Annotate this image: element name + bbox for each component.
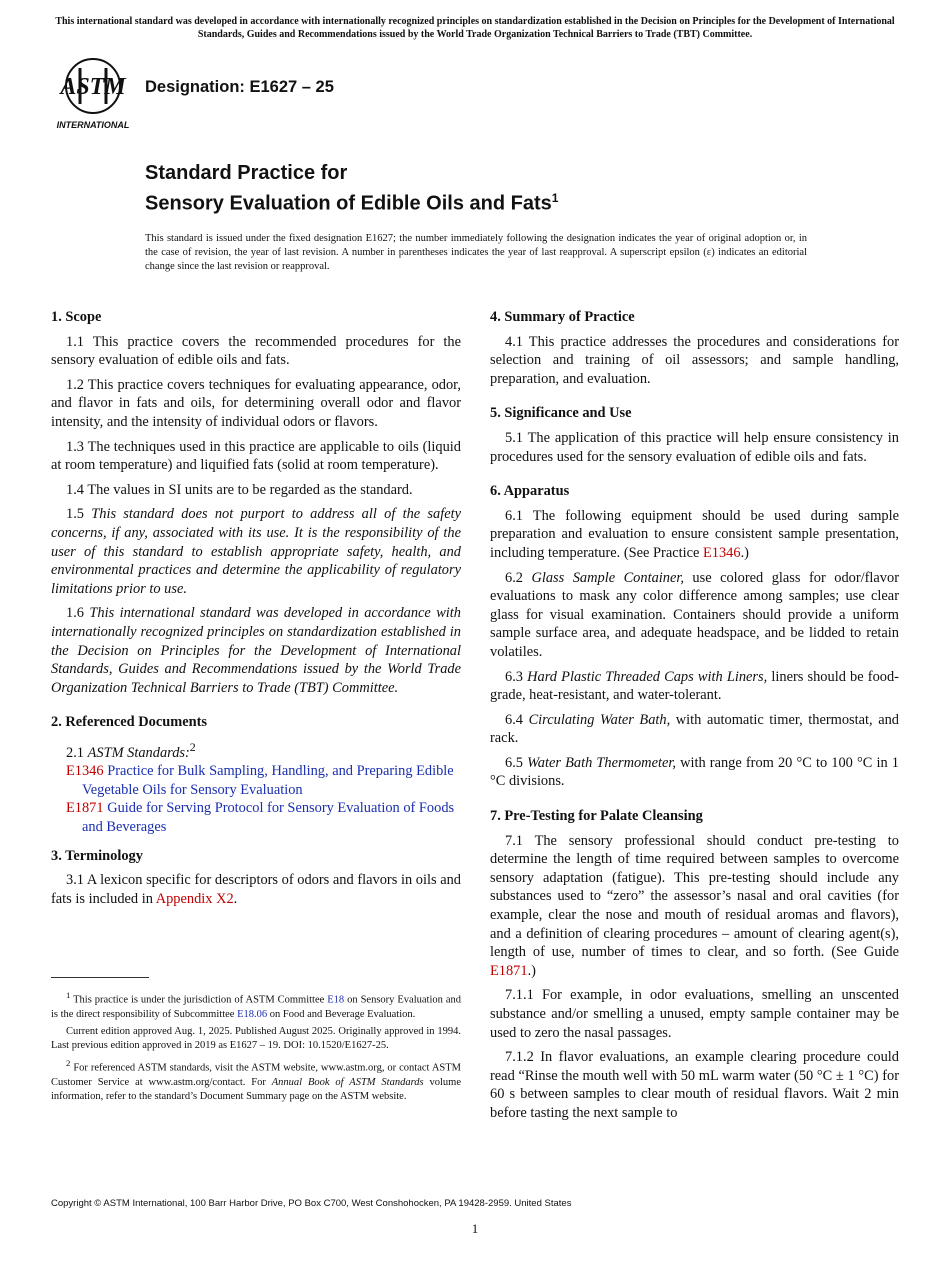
footnote-approval: Current edition approved Aug. 1, 2025. Published August 2025. Originally approved in 1994. Last previous edition approved in 2019 as E1627 – 19. DOI: 10.1520/E1627-25. — [51, 1025, 461, 1052]
para-7-1: 7.1 The sensory professional should conduct pre-testing to determine the length of time required between samples to overcome sensory adaptation (fatigue). This pre-testing should include any substances used to “zero” the assessor’s nasal and oral cavities (for example, clear the nose and mouth of residual aromas and flavors), and a definition of clearing procedures – amount of clearing agent(s), length of use, number of times to clear, and so forth. (See Guide E1871.) — [490, 832, 899, 979]
footnote-divider — [51, 977, 149, 978]
title-line-2: Sensory Evaluation of Edible Oils and Fats$^1$ — [145, 191, 559, 215]
para-4-1: 4.1 This practice addresses the procedures and considerations for selection and training of oil assessors; and sample handling, preparation, and evaluation. — [490, 333, 899, 387]
footnote-1: $^1$ This practice is under the jurisdiction of ASTM Committee E18 on Sensory Evaluation and is the direct responsibility of Subcommittee E18.06 on Food and Beverage Evaluation. — [51, 990, 461, 1020]
footnotes — [51, 988, 461, 1107]
title-line-1: Standard Practice for — [145, 162, 348, 184]
appendix-link[interactable]: Appendix X2 — [155, 890, 234, 907]
reference-code-link[interactable]: E1346 — [66, 763, 104, 780]
para-1-1: 1.1 This practice covers the recommended procedures for the sensory evaluation of edible oils and fats. — [51, 333, 461, 369]
para-1-6: 1.6 This international standard was developed in accordance with internationally recognized principles on standardization established in the Decision on Principles for the Development of International Standards, Guides and Recommendations issued by the World Trade Organization Technical Barriers to Trade (TBT) Committee. — [51, 605, 461, 696]
para-6-4: 6.4 Circulating Water Bath, with automatic timer, thermostat, and rack. — [490, 711, 899, 747]
astm-logo — [52, 56, 134, 132]
svg-text:ASTM: ASTM — [60, 74, 126, 100]
left-column — [51, 308, 461, 914]
astm-logo-icon — [52, 56, 134, 132]
copyright-notice: Copyright © ASTM International, 100 Barr Harbor Drive, PO Box C700, West Conshohocken, PA 19428-2959. United States — [51, 1198, 572, 1209]
section-heading-referenced-documents: 2. Referenced Documents — [51, 714, 207, 731]
para-7-1-1: 7.1.1 For example, in odor evaluations, smelling an unscented substance and/or smelling a unused, empty sample container may be used to zero the nasal passages. — [490, 987, 899, 1041]
para-1-3: 1.3 The techniques used in this practice are applicable to oils (liquid at room temperature) and liquified fats (solid at room temperature). — [51, 438, 461, 474]
committee-link[interactable]: E18 — [327, 994, 345, 1006]
header-notice: This international standard was developed in accordance with internationally recognized principles on standardization established in the Decision on Principles for the Development of International Standards, Guides and Recommendations issued by the World Trade Organization Technical Barriers to Trade (TBT) Committee. — [55, 16, 895, 40]
reference-title-link[interactable]: Guide for Serving Protocol for Sensory Evaluation of Foods and Beverages — [82, 800, 455, 836]
reference-title-link[interactable]: Practice for Bulk Sampling, Handling, and Preparing Edible Vegetable Oils for Sensory Evaluation — [82, 763, 454, 798]
section-heading-apparatus: 6. Apparatus — [490, 483, 570, 500]
para-7-1-2: 7.1.2 In flavor evaluations, an example clearing procedure could read “Rinse the mouth well with 50 mL warm water (50 °C ± 1 °C) for 60 s between samples to clear mouth of residual flavors. Wait 2 min before tasting the next sample to — [490, 1049, 899, 1121]
section-heading-pretesting: 7. Pre-Testing for Palate Cleansing — [490, 808, 703, 825]
para-6-3: 6.3 Hard Plastic Threaded Caps with Liners, liners should be food-grade, heat-resistant, and water-tolerant. — [490, 668, 899, 704]
para-2-1: 2.1 ASTM Standards:$^2$ — [66, 739, 196, 761]
para-1-5: 1.5 This standard does not purport to address all of the safety concerns, if any, associated with its use. It is the responsibility of the user of this standard to establish appropriate safety, health, and environmental practices and determine the applicability of regulatory limitations prior to use. — [51, 506, 461, 597]
section-heading-terminology: 3. Terminology — [51, 847, 143, 864]
practice-e1346-link[interactable]: E1346 — [702, 544, 741, 561]
para-1-4: 1.4 The values in SI units are to be regarded as the standard. — [66, 481, 413, 498]
right-column — [490, 308, 899, 1129]
title-footnote-mark: 1 — [551, 191, 559, 205]
para-6-1: 6.1 The following equipment should be used during sample preparation and evaluation to ensure consistent sample presentation, including temperature. (See Practice E1346.) — [490, 507, 899, 561]
page-number: 1 — [471, 1221, 479, 1236]
reference-item[interactable] — [51, 762, 461, 799]
document-title — [145, 161, 558, 217]
footnote-2: $^2$ For referenced ASTM standards, visit the ASTM website, www.astm.org, or contact ASTM Customer Service at www.astm.org/contact. For Annual Book of ASTM Standards volume information, refer to the standard’s Document Summary page on the ASTM website. — [51, 1058, 462, 1103]
svg-text:INTERNATIONAL: INTERNATIONAL — [56, 120, 130, 130]
guide-e1871-link[interactable]: E1871 — [490, 962, 528, 979]
designation: Designation: E1627 – 25 — [145, 78, 334, 96]
para-6-2: 6.2 Glass Sample Container, use colored glass for odor/flavor evaluations to mask any color difference among samples; use clear glass for visual examination. Containers should provide a uniform sample surface area, and adequate headspace, and be lidded to retain volatiles. — [490, 569, 899, 660]
reference-item[interactable] — [51, 799, 461, 836]
para-1-2: 1.2 This practice covers techniques for evaluating appearance, odor, and flavor in fats and oils, for determining overall odor and flavor intensity, and the intensity of individual odors or flavors. — [51, 376, 461, 430]
section-heading-summary: 4. Summary of Practice — [490, 309, 635, 325]
subcommittee-link[interactable]: E18.06 — [237, 1008, 268, 1020]
para-6-5: 6.5 Water Bath Thermometer, with range from 20 °C to 100 °C in 1 °C divisions. — [490, 754, 899, 790]
para-5-1: 5.1 The application of this practice will help ensure consistency in procedures used for the sensory evaluation of edible oils and fats. — [490, 429, 899, 465]
section-heading-scope: 1. Scope — [51, 309, 102, 325]
section-heading-significance: 5. Significance and Use — [490, 405, 632, 422]
issue-note: This standard is issued under the fixed designation E1627; the number immediately following the designation indicates the year of original adoption or, in the case of revision, the year of last revision. A number in parentheses indicates the year of last reapproval. A superscript epsilon (ε) indicates an editorial change since the last revision or reapproval. — [145, 233, 807, 272]
reference-code-link[interactable]: E1871 — [66, 800, 104, 817]
para-3-1: 3.1 A lexicon specific for descriptors of odors and flavors in oils and fats is included in Appendix X2. — [51, 872, 461, 907]
